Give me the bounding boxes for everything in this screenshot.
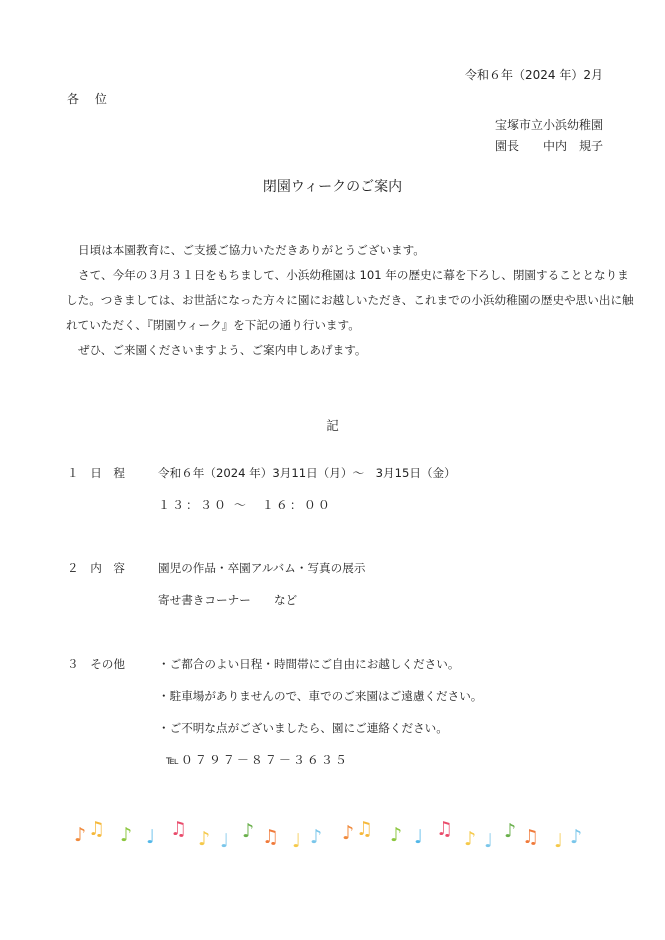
music-note-icon: ♪ [120,824,133,846]
music-note-icon: ♪ [242,820,255,842]
content-label: ２ 内 容 [67,561,125,575]
music-note-icon: ♩ [146,826,155,848]
addressee: 各 位 [67,92,113,106]
phone-number: ℡０７９７－８７－３６３５ [166,753,349,767]
content-line: 園児の作品・卒園アルバム・写真の展示 [158,561,366,575]
issue-date: 令和６年（2024 年）2月 [465,68,603,82]
music-note-icon: ♫ [170,818,188,840]
principal-name: 園長 中内 規子 [494,139,603,153]
music-note-icon: ♪ [464,828,477,850]
schedule-time: １３：３０ ～ １６：００ [158,498,332,512]
music-note-icon: ♫ [88,818,106,840]
music-note-icon: ♫ [522,826,540,848]
music-note-icon: ♪ [570,826,583,848]
schedule-label: １ 日 程 [67,466,125,480]
music-note-icon: ♪ [198,828,211,850]
music-note-icon: ♪ [74,824,87,846]
ki-heading: 記 [326,418,339,433]
music-note-icon: ♩ [292,830,301,852]
music-notes-icon [74,820,594,852]
music-note-icon: ♩ [220,830,229,852]
music-note-icon: ♫ [436,818,454,840]
music-note-icon: ♫ [262,826,280,848]
music-note-icon: ♪ [390,824,403,846]
other-line: ・駐車場がありませんので、車でのご来園はご遠慮ください。 [158,689,483,703]
other-line: ・ご都合のよい日程・時間帯にご自由にお越しください。 [158,657,460,671]
music-note-icon: ♪ [310,826,323,848]
sender-block [495,115,603,157]
music-note-icon: ♪ [504,820,517,842]
body-line: さて、今年の３月３１日をもちまして、小浜幼稚園は 101 年の歴史に幕を下ろし、閉園することとなりま [78,268,629,282]
organization-name: 宝塚市立小浜幼稚園 [494,118,603,132]
body-line: した。つきましては、お世話になった方々に園にお越しいただき、これまでの小浜幼稚園の歴史や思い出に触 [66,293,634,307]
other-line: ・ご不明な点がございましたら、園にご連絡ください。 [158,721,448,735]
music-note-icon: ♪ [342,822,355,844]
music-note-icon: ♫ [356,818,374,840]
body-line: れていただく、『閉園ウィーク』を下記の通り行います。 [66,318,360,332]
body-text [66,238,634,363]
body-line: 日頃は本園教育に、ご支援ご協力いただきありがとうございます。 [78,243,425,257]
schedule-dates: 令和６年（2024 年）3月11日（月）～ 3月15日（金） [158,466,456,480]
music-note-icon: ♩ [414,826,423,848]
document-title: 閉園ウィークのご案内 [262,179,403,195]
other-label: ３ その他 [67,657,125,671]
content-line: 寄せ書きコーナー など [158,593,298,607]
music-note-icon: ♩ [554,830,563,852]
body-line: ぜひ、ご来園くださいますよう、ご案内申しあげます。 [78,343,367,357]
music-note-icon: ♩ [484,830,493,852]
